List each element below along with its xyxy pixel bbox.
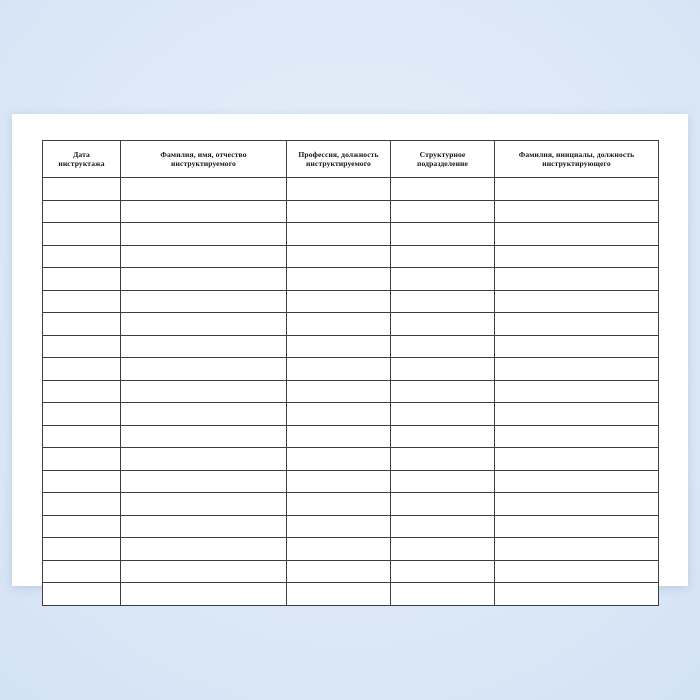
table-cell[interactable] [121,493,287,516]
table-cell[interactable] [495,515,659,538]
table-body [43,178,659,606]
table-row[interactable] [43,245,659,268]
table-cell[interactable] [43,358,121,381]
table-cell[interactable] [287,560,391,583]
table-cell[interactable] [43,560,121,583]
table-cell[interactable] [495,583,659,606]
table-cell[interactable] [391,268,495,291]
table-cell[interactable] [495,200,659,223]
table-row[interactable] [43,448,659,471]
header-line-2: подразделение [417,159,468,168]
table-cell[interactable] [43,515,121,538]
table-row[interactable] [43,358,659,381]
table-row[interactable] [43,290,659,313]
table-cell[interactable] [287,403,391,426]
table-cell[interactable] [121,245,287,268]
table-cell[interactable] [287,358,391,381]
table-cell[interactable] [43,268,121,291]
table-cell[interactable] [287,313,391,336]
table-cell[interactable] [495,493,659,516]
table-cell[interactable] [43,583,121,606]
table-header-row [43,141,659,178]
table-cell[interactable] [391,448,495,471]
table-cell[interactable] [287,178,391,201]
table-cell[interactable] [495,178,659,201]
table-cell[interactable] [287,380,391,403]
table-cell[interactable] [121,200,287,223]
table-row[interactable] [43,515,659,538]
table-cell[interactable] [287,200,391,223]
table-cell[interactable] [391,583,495,606]
table-row[interactable] [43,560,659,583]
table-cell[interactable] [43,470,121,493]
table-cell[interactable] [287,470,391,493]
header-line-2: инструктируемого [306,159,371,168]
table-cell[interactable] [43,403,121,426]
table-container [42,140,658,606]
table-cell[interactable] [391,538,495,561]
table-cell[interactable] [287,290,391,313]
table-row[interactable] [43,313,659,336]
table-cell[interactable] [287,583,391,606]
table-cell[interactable] [121,268,287,291]
table-cell[interactable] [287,335,391,358]
table-cell[interactable] [43,493,121,516]
column-header-department [391,141,495,178]
table-cell[interactable] [391,313,495,336]
table-cell[interactable] [121,538,287,561]
table-cell[interactable] [43,290,121,313]
table-cell[interactable] [43,335,121,358]
table-cell[interactable] [495,358,659,381]
table-cell[interactable] [391,358,495,381]
table-cell[interactable] [287,425,391,448]
table-row[interactable] [43,470,659,493]
table-cell[interactable] [121,358,287,381]
header-line-1: Фамилия, инициалы, должность [518,149,635,159]
table-cell[interactable] [495,448,659,471]
header-line-1: Профессия, должность [298,149,379,159]
table-cell[interactable] [391,493,495,516]
header-line-2: инструктирующего [542,159,611,168]
table-row[interactable] [43,425,659,448]
table-cell[interactable] [495,245,659,268]
table-cell[interactable] [495,313,659,336]
table-cell[interactable] [391,245,495,268]
table-cell[interactable] [121,313,287,336]
header-line-2: инструктируемого [171,159,236,168]
table-cell[interactable] [121,178,287,201]
table-row[interactable] [43,403,659,426]
table-row[interactable] [43,538,659,561]
table-cell[interactable] [391,178,495,201]
table-cell[interactable] [495,560,659,583]
table-cell[interactable] [43,380,121,403]
table-row[interactable] [43,380,659,403]
header-line-1: Дата [73,149,90,159]
table-cell[interactable] [287,538,391,561]
header-line-2: инструктажа [58,159,105,168]
table-cell[interactable] [43,245,121,268]
table-row[interactable] [43,268,659,291]
table-cell[interactable] [391,223,495,246]
table-cell[interactable] [121,425,287,448]
table-cell[interactable] [287,493,391,516]
paper-sheet [12,114,688,586]
table-cell[interactable] [43,448,121,471]
table-cell[interactable] [391,403,495,426]
table-cell[interactable] [121,290,287,313]
table-cell[interactable] [121,335,287,358]
table-cell[interactable] [121,223,287,246]
table-row[interactable] [43,200,659,223]
table-cell[interactable] [391,200,495,223]
table-cell[interactable] [287,223,391,246]
table-cell[interactable] [287,268,391,291]
table-cell[interactable] [287,448,391,471]
table-cell[interactable] [495,335,659,358]
column-header-instructor [495,141,659,178]
column-header-fullname [121,141,287,178]
table-cell[interactable] [495,268,659,291]
table-cell[interactable] [391,335,495,358]
table-cell[interactable] [121,380,287,403]
table-cell[interactable] [391,560,495,583]
table-cell[interactable] [121,470,287,493]
table-cell[interactable] [121,515,287,538]
table-cell[interactable] [121,448,287,471]
table-cell[interactable] [495,403,659,426]
table-cell[interactable] [43,538,121,561]
column-header-date [43,141,121,178]
table-cell[interactable] [495,425,659,448]
table-cell[interactable] [495,470,659,493]
table-cell[interactable] [495,223,659,246]
briefing-log-table [42,140,659,606]
header-line-1: Фамилия, имя, отчество [160,149,247,159]
table-cell[interactable] [391,290,495,313]
table-cell[interactable] [495,538,659,561]
table-row[interactable] [43,493,659,516]
table-cell[interactable] [43,425,121,448]
table-cell[interactable] [121,560,287,583]
column-header-profession [287,141,391,178]
table-cell[interactable] [495,380,659,403]
table-row[interactable] [43,583,659,606]
table-cell[interactable] [43,200,121,223]
table-row[interactable] [43,223,659,246]
table-cell[interactable] [121,403,287,426]
table-cell[interactable] [43,223,121,246]
table-cell[interactable] [43,313,121,336]
table-cell[interactable] [287,515,391,538]
table-head [43,141,659,178]
table-row[interactable] [43,335,659,358]
table-cell[interactable] [287,245,391,268]
header-line-1: Структурное [419,149,466,159]
table-cell[interactable] [391,380,495,403]
table-cell[interactable] [391,515,495,538]
table-cell[interactable] [391,470,495,493]
table-cell[interactable] [43,178,121,201]
table-cell[interactable] [121,583,287,606]
table-row[interactable] [43,178,659,201]
table-cell[interactable] [495,290,659,313]
table-cell[interactable] [391,425,495,448]
